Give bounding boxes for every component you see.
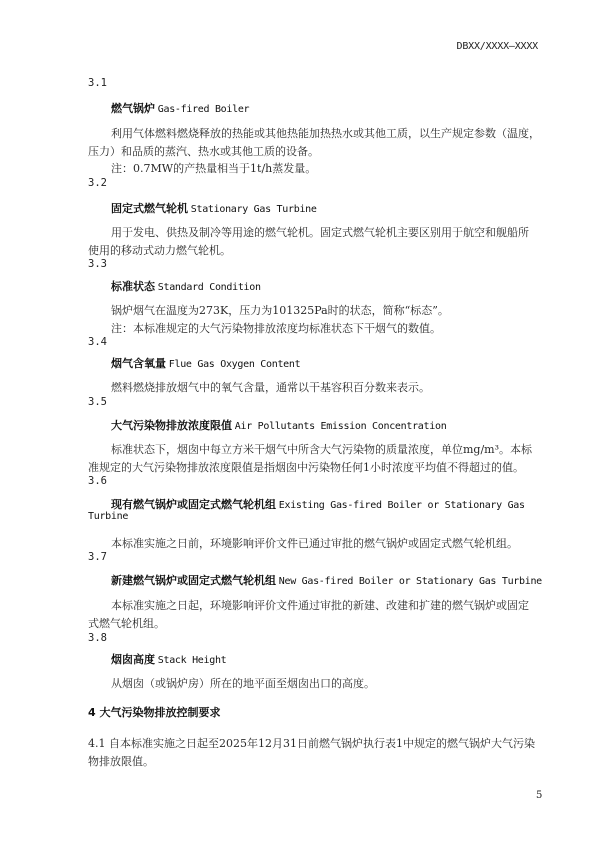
section-heading: 4 大气污染物排放控制要求 xyxy=(88,706,221,719)
page-number: 5 xyxy=(536,790,543,801)
term-title-zh: 固定式燃气轮机 xyxy=(111,202,188,215)
term-number: 3.6 xyxy=(88,475,107,487)
term-title-en: Gas-fired Boiler xyxy=(157,104,250,115)
term-definition: 本标准实施之日前，环境影响评价文件已通过审批的燃气锅炉或固定式燃气轮机组。 xyxy=(111,537,518,550)
term-title xyxy=(111,651,226,667)
term-title-zh: 标准状态 xyxy=(111,280,155,293)
term-definition: 式燃气轮机组。 xyxy=(88,617,165,630)
term-number: 3.4 xyxy=(88,336,107,348)
term-definition: 本标准实施之日起，环境影响评价文件通过审批的新建、改建和扩建的燃气锅炉或固定 xyxy=(111,599,529,612)
term-title-en: New Gas-fired Boiler or Stationary Gas Turbine xyxy=(278,576,542,587)
term-note: 注：0.7MW的产热量相当于1t/h蒸发量。 xyxy=(111,162,317,175)
term-title-en: Air Pollutants Emission Concentration xyxy=(234,421,447,432)
term-title xyxy=(111,417,446,433)
term-title xyxy=(111,200,317,216)
term-number: 3.5 xyxy=(88,396,107,408)
term-definition: 利用气体燃料燃烧释放的热能或其他热能加热热水或其他工质，以生产规定参数（温度， xyxy=(111,127,540,140)
term-title-en: Existing Gas-fired Boiler or Stationary Gas xyxy=(278,500,525,511)
term-title-continuation xyxy=(88,510,128,522)
term-title-en: Stack Height xyxy=(157,655,227,666)
term-definition: 使用的移动式动力燃气轮机。 xyxy=(88,244,231,257)
term-definition: 标准状态下，烟囱中每立方米干烟气中所含大气污染物的质量浓度，单位mg/m³。本标 xyxy=(111,443,533,456)
term-title-zh: 新建燃气锅炉或固定式燃气轮机组 xyxy=(111,574,276,587)
clause-4-1: 4.1 自本标准实施之日起至2025年12月31日前燃气锅炉执行表1中规定的燃气锅炉大气污染 xyxy=(88,737,535,750)
term-definition: 锅炉烟气在温度为273K，压力为101325Pa时的状态，简称“标态”。 xyxy=(111,304,449,317)
term-title-zh: 烟气含氧量 xyxy=(111,357,166,370)
term-definition: 燃料燃烧排放烟气中的氧气含量，通常以干基容积百分数来表示。 xyxy=(111,381,430,394)
document-code-header: DBXX/XXXX—XXXX xyxy=(456,41,538,52)
term-title-zh: 燃气锅炉 xyxy=(111,102,155,115)
term-title xyxy=(111,572,542,588)
term-number: 3.2 xyxy=(88,177,107,189)
term-title xyxy=(111,100,249,116)
term-title-zh: 大气污染物排放浓度限值 xyxy=(111,419,232,432)
term-definition: 压力）和品质的蒸汽、热水或其他工质的设备。 xyxy=(88,145,319,158)
clause-4-1-cont: 物排放限值。 xyxy=(88,755,154,768)
term-title-zh: 烟囱高度 xyxy=(111,653,155,666)
term-number: 3.1 xyxy=(88,77,107,89)
term-title-en: Standard Condition xyxy=(157,282,261,293)
term-definition: 用于发电、供热及制冷等用途的燃气轮机。固定式燃气轮机主要区别用于航空和舰船所 xyxy=(111,226,529,239)
term-title-en-cont: Turbine xyxy=(88,511,129,522)
term-note: 注：本标准规定的大气污染物排放浓度均标准状态下干烟气的数值。 xyxy=(111,322,441,335)
term-number: 3.3 xyxy=(88,258,107,270)
term-number: 3.8 xyxy=(88,632,107,644)
term-title xyxy=(111,496,525,512)
term-title-en: Stationary Gas Turbine xyxy=(190,204,317,215)
term-title-en: Flue Gas Oxygen Content xyxy=(168,359,301,370)
term-title xyxy=(111,278,261,294)
term-title-zh: 现有燃气锅炉或固定式燃气轮机组 xyxy=(111,498,276,511)
term-number: 3.7 xyxy=(88,551,107,563)
term-title xyxy=(111,355,300,371)
term-definition: 从烟囱（或锅炉房）所在的地平面至烟囱出口的高度。 xyxy=(111,677,375,690)
term-definition: 准规定的大气污染物排放浓度限值是指烟囱中污染物任何1小时浓度平均值不得超过的值。 xyxy=(88,461,524,474)
